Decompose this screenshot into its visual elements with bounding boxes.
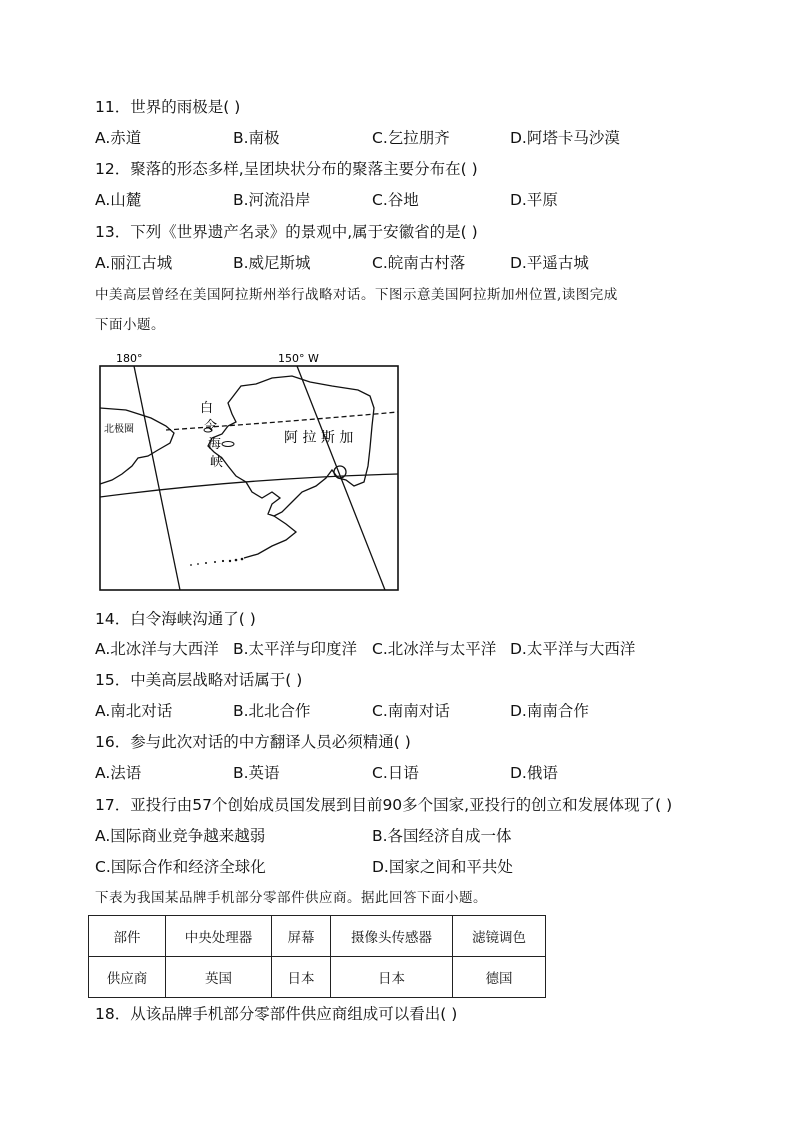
table-cell: 英国 xyxy=(166,957,272,998)
q15-option-a: A.南北对话 xyxy=(95,702,173,720)
table-header-row xyxy=(89,916,546,957)
q12-option-d: D.平原 xyxy=(510,191,558,209)
intro-text-line2: 下面小题。 xyxy=(95,317,165,333)
q11-option-b: B.南极 xyxy=(233,129,280,147)
table-header-cell: 部件 xyxy=(89,916,166,957)
q16-option-d: D.俄语 xyxy=(510,764,558,782)
q12-option-c: C.谷地 xyxy=(372,191,419,209)
q13-option-c: C.皖南古村落 xyxy=(372,254,466,272)
q14-option-d: D.太平洋与大西洋 xyxy=(510,640,636,658)
q15-option-b: B.北北合作 xyxy=(233,702,311,720)
alaska-map xyxy=(96,348,404,594)
question-12-stem: 12．聚落的形态多样,呈团块状分布的聚落主要分布在( ) xyxy=(95,160,478,178)
q14-option-a: A.北冰洋与大西洋 xyxy=(95,640,219,658)
q17-option-a: A.国际商业竞争越来越弱 xyxy=(95,827,266,845)
q16-option-a: A.法语 xyxy=(95,764,142,782)
question-14-stem: 14．白令海峡沟通了( ) xyxy=(95,610,256,628)
question-11-stem: 11．世界的雨极是( ) xyxy=(95,98,241,116)
question-13-stem: 13．下列《世界遗产名录》的景观中,属于安徽省的是( ) xyxy=(95,223,478,241)
alaska-label: 阿 拉 斯 加 xyxy=(284,430,354,446)
intro-text-line1: 中美高层曾经在美国阿拉斯州举行战略对话。下图示意美国阿拉斯加州位置,读图完成 xyxy=(95,287,618,303)
question-15-stem: 15．中美高层战略对话属于( ) xyxy=(95,671,303,689)
q11-option-a: A.赤道 xyxy=(95,129,142,147)
table-row xyxy=(89,957,546,998)
longitude-150w-label: 150° W xyxy=(278,352,319,365)
q12-option-b: B.河流沿岸 xyxy=(233,191,311,209)
q15-option-c: C.南南对话 xyxy=(372,702,450,720)
q17-option-c: C.国际合作和经济全球化 xyxy=(95,858,266,876)
strait-label-char-3: 海 xyxy=(208,437,222,452)
q11-option-c: C.乞拉朋齐 xyxy=(372,129,450,147)
longitude-180-label: 180° xyxy=(116,352,143,365)
strait-label-char-2: 令 xyxy=(204,419,218,434)
table-cell: 德国 xyxy=(453,957,546,998)
q13-option-b: B.威尼斯城 xyxy=(233,254,311,272)
q13-option-d: D.平遥古城 xyxy=(510,254,589,272)
q14-option-b: B.太平洋与印度洋 xyxy=(233,640,358,658)
table-header-cell: 中央处理器 xyxy=(166,916,272,957)
table-cell: 供应商 xyxy=(89,957,166,998)
table-header-cell: 滤镜调色 xyxy=(453,916,546,957)
q11-option-d: D.阿塔卡马沙漠 xyxy=(510,129,620,147)
question-17-stem: 17．亚投行由57个创始成员国发展到目前90多个国家,亚投行的创立和发展体现了( ) xyxy=(95,796,673,814)
table-header-cell: 摄像头传感器 xyxy=(331,916,453,957)
q16-option-c: C.日语 xyxy=(372,764,419,782)
table-header-cell: 屏幕 xyxy=(272,916,331,957)
table-cell: 日本 xyxy=(272,957,331,998)
table-cell: 日本 xyxy=(331,957,453,998)
question-18-stem: 18．从该品牌手机部分零部件供应商组成可以看出( ) xyxy=(95,1005,458,1023)
q14-option-c: C.北冰洋与太平洋 xyxy=(372,640,497,658)
q17-option-d: D.国家之间和平共处 xyxy=(372,858,513,876)
q17-option-b: B.各国经济自成一体 xyxy=(372,827,512,845)
strait-label-char-4: 峡 xyxy=(210,455,224,470)
q12-option-a: A.山麓 xyxy=(95,191,142,209)
q15-option-d: D.南南合作 xyxy=(510,702,589,720)
arctic-circle-label: 北极圈 xyxy=(104,424,134,435)
phone-parts-table xyxy=(88,915,546,998)
strait-label-char-1: 白 xyxy=(200,401,214,416)
q16-option-b: B.英语 xyxy=(233,764,280,782)
question-16-stem: 16．参与此次对话的中方翻译人员必须精通( ) xyxy=(95,733,411,751)
table-intro-text: 下表为我国某品牌手机部分零部件供应商。据此回答下面小题。 xyxy=(95,890,487,906)
q13-option-a: A.丽江古城 xyxy=(95,254,173,272)
